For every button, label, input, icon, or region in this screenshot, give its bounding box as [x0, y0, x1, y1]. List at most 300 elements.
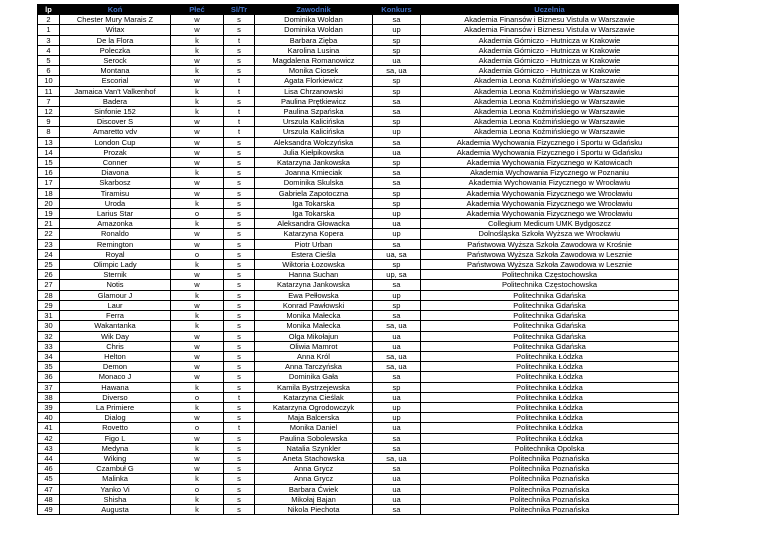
cell-konkurs[interactable]: ua [373, 423, 421, 433]
cell-uczelnia[interactable]: Akademia Leona Koźmińskiego w Warszawie [421, 86, 679, 96]
cell-konkurs[interactable]: sa [373, 443, 421, 453]
table-row[interactable] [38, 331, 679, 341]
cell-lp[interactable]: 9 [38, 117, 60, 127]
cell-uczelnia[interactable]: Akademia Górniczo - Hutnicza w Krakowie [421, 45, 679, 55]
cell-konkurs[interactable]: sa [373, 137, 421, 147]
cell-sltr[interactable]: s [224, 270, 255, 280]
cell-lp[interactable]: 1 [38, 25, 60, 35]
cell-plec[interactable]: w [171, 56, 224, 66]
cell-plec[interactable]: w [171, 341, 224, 351]
cell-kon[interactable]: Yanko Vi [60, 484, 171, 494]
cell-uczelnia[interactable]: Politechnika Łódzka [421, 351, 679, 361]
cell-zawodnik[interactable]: Julia Kiełpikowska [255, 147, 373, 157]
cell-plec[interactable]: w [171, 147, 224, 157]
cell-zawodnik[interactable]: Paulina Prętkiewicz [255, 96, 373, 106]
table-row[interactable] [38, 290, 679, 300]
cell-sltr[interactable]: s [224, 96, 255, 106]
cell-uczelnia[interactable]: Politechnika Gdańska [421, 321, 679, 331]
cell-sltr[interactable]: s [224, 188, 255, 198]
table-row[interactable] [38, 362, 679, 372]
cell-sltr[interactable]: s [224, 239, 255, 249]
table-row[interactable] [38, 402, 679, 412]
cell-uczelnia[interactable]: Politechnika Poznańska [421, 494, 679, 504]
cell-zawodnik[interactable]: Paulina Sobolewska [255, 433, 373, 443]
cell-zawodnik[interactable]: Olga Mikołajun [255, 331, 373, 341]
cell-plec[interactable]: o [171, 249, 224, 259]
cell-sltr[interactable]: s [224, 168, 255, 178]
cell-uczelnia[interactable]: Politechnika Poznańska [421, 504, 679, 514]
cell-plec[interactable]: k [171, 290, 224, 300]
cell-konkurs[interactable]: ua [373, 147, 421, 157]
cell-uczelnia[interactable]: Akademia Wychowania Fizycznego we Wrocławiu [421, 209, 679, 219]
cell-zawodnik[interactable]: Hanna Suchan [255, 270, 373, 280]
cell-uczelnia[interactable]: Politechnika Poznańska [421, 453, 679, 463]
cell-kon[interactable]: Augusta [60, 504, 171, 514]
table-row[interactable] [38, 76, 679, 86]
cell-zawodnik[interactable]: Estera Cieśla [255, 249, 373, 259]
cell-lp[interactable]: 16 [38, 168, 60, 178]
cell-lp[interactable]: 8 [38, 127, 60, 137]
cell-zawodnik[interactable]: Maja Balcerska [255, 413, 373, 423]
cell-konkurs[interactable]: sa, ua [373, 351, 421, 361]
cell-konkurs[interactable]: up [373, 209, 421, 219]
cell-lp[interactable]: 11 [38, 86, 60, 96]
cell-plec[interactable]: w [171, 464, 224, 474]
cell-lp[interactable]: 19 [38, 209, 60, 219]
cell-konkurs[interactable]: ua [373, 484, 421, 494]
cell-kon[interactable]: Diavona [60, 168, 171, 178]
cell-uczelnia[interactable]: Akademia Wychowania Fizycznego we Wrocławiu [421, 198, 679, 208]
cell-uczelnia[interactable]: Akademia Finansów i Biznesu Vistula w Warszawie [421, 15, 679, 25]
cell-zawodnik[interactable]: Joanna Kmieciak [255, 168, 373, 178]
cell-plec[interactable]: w [171, 239, 224, 249]
cell-plec[interactable]: w [171, 127, 224, 137]
cell-uczelnia[interactable]: Politechnika Gdańska [421, 341, 679, 351]
cell-zawodnik[interactable]: Gabriela Zapotoczna [255, 188, 373, 198]
cell-lp[interactable]: 25 [38, 260, 60, 270]
table-row[interactable] [38, 219, 679, 229]
cell-uczelnia[interactable]: Politechnika Opolska [421, 443, 679, 453]
cell-zawodnik[interactable]: Ewa Pełłowska [255, 290, 373, 300]
cell-uczelnia[interactable]: Politechnika Łódzka [421, 402, 679, 412]
cell-sltr[interactable]: t [224, 76, 255, 86]
cell-sltr[interactable]: s [224, 453, 255, 463]
cell-lp[interactable]: 32 [38, 331, 60, 341]
cell-sltr[interactable]: s [224, 331, 255, 341]
cell-zawodnik[interactable]: Aleksandra Wołczyńska [255, 137, 373, 147]
cell-kon[interactable]: Prozak [60, 147, 171, 157]
cell-zawodnik[interactable]: Mikołaj Bajan [255, 494, 373, 504]
cell-lp[interactable]: 14 [38, 147, 60, 157]
cell-sltr[interactable]: t [224, 392, 255, 402]
cell-plec[interactable]: w [171, 280, 224, 290]
table-row[interactable] [38, 127, 679, 137]
cell-plec[interactable]: k [171, 45, 224, 55]
table-row[interactable] [38, 260, 679, 270]
cell-kon[interactable]: Wakantanka [60, 321, 171, 331]
cell-uczelnia[interactable]: Politechnika Gdańska [421, 331, 679, 341]
cell-konkurs[interactable]: sa [373, 464, 421, 474]
table-row[interactable] [38, 158, 679, 168]
cell-kon[interactable]: Sinfonie 152 [60, 107, 171, 117]
cell-lp[interactable]: 35 [38, 362, 60, 372]
table-row[interactable] [38, 443, 679, 453]
cell-zawodnik[interactable]: Kamila Bystrzejewska [255, 382, 373, 392]
cell-lp[interactable]: 24 [38, 249, 60, 259]
cell-konkurs[interactable]: sa [373, 433, 421, 443]
cell-konkurs[interactable]: sa [373, 168, 421, 178]
cell-zawodnik[interactable]: Piotr Urban [255, 239, 373, 249]
cell-kon[interactable]: Demon [60, 362, 171, 372]
cell-uczelnia[interactable]: Akademia Górniczo - Hutnicza w Krakowie [421, 35, 679, 45]
table-row[interactable] [38, 484, 679, 494]
cell-konkurs[interactable]: sp [373, 260, 421, 270]
cell-uczelnia[interactable]: Państwowa Wyższa Szkoła Zawodowa w Lesznie [421, 249, 679, 259]
cell-plec[interactable]: w [171, 372, 224, 382]
cell-sltr[interactable]: s [224, 413, 255, 423]
cell-plec[interactable]: w [171, 331, 224, 341]
cell-kon[interactable]: Laur [60, 300, 171, 310]
cell-konkurs[interactable]: sp [373, 35, 421, 45]
cell-konkurs[interactable]: sp [373, 188, 421, 198]
cell-lp[interactable]: 38 [38, 392, 60, 402]
cell-uczelnia[interactable]: Państwowa Wyższa Szkoła Zawodowa w Lesznie [421, 260, 679, 270]
cell-uczelnia[interactable]: Politechnika Częstochowska [421, 270, 679, 280]
table-row[interactable] [38, 45, 679, 55]
cell-konkurs[interactable]: sa [373, 96, 421, 106]
cell-zawodnik[interactable]: Anna Grycz [255, 474, 373, 484]
cell-zawodnik[interactable]: Monika Małecka [255, 311, 373, 321]
cell-sltr[interactable]: t [224, 86, 255, 96]
cell-kon[interactable]: Discover S [60, 117, 171, 127]
cell-plec[interactable]: o [171, 392, 224, 402]
cell-uczelnia[interactable]: Politechnika Gdańska [421, 290, 679, 300]
cell-kon[interactable]: Czambuł G [60, 464, 171, 474]
cell-konkurs[interactable]: sp [373, 158, 421, 168]
table-row[interactable] [38, 413, 679, 423]
cell-lp[interactable]: 7 [38, 96, 60, 106]
cell-plec[interactable]: w [171, 76, 224, 86]
cell-lp[interactable]: 18 [38, 188, 60, 198]
cell-lp[interactable]: 15 [38, 158, 60, 168]
cell-plec[interactable]: k [171, 443, 224, 453]
cell-lp[interactable]: 23 [38, 239, 60, 249]
cell-kon[interactable]: Helton [60, 351, 171, 361]
cell-lp[interactable]: 13 [38, 137, 60, 147]
cell-zawodnik[interactable]: Natalia Szynkler [255, 443, 373, 453]
cell-sltr[interactable]: s [224, 198, 255, 208]
table-row[interactable] [38, 321, 679, 331]
cell-zawodnik[interactable]: Katarzyna Cieślak [255, 392, 373, 402]
cell-lp[interactable]: 33 [38, 341, 60, 351]
cell-konkurs[interactable]: sa [373, 239, 421, 249]
cell-kon[interactable]: Wik Day [60, 331, 171, 341]
cell-kon[interactable]: Jamaica Van't Valkenhof [60, 86, 171, 96]
cell-plec[interactable]: k [171, 96, 224, 106]
cell-sltr[interactable]: s [224, 260, 255, 270]
cell-zawodnik[interactable]: Anna Król [255, 351, 373, 361]
cell-uczelnia[interactable]: Politechnika Poznańska [421, 464, 679, 474]
cell-uczelnia[interactable]: Politechnika Gdańska [421, 311, 679, 321]
table-row[interactable] [38, 494, 679, 504]
cell-zawodnik[interactable]: Konrad Pawłowski [255, 300, 373, 310]
cell-zawodnik[interactable]: Paulina Szpańska [255, 107, 373, 117]
cell-konkurs[interactable]: ua [373, 474, 421, 484]
cell-uczelnia[interactable]: Politechnika Łódzka [421, 413, 679, 423]
cell-zawodnik[interactable]: Aleksandra Głowacka [255, 219, 373, 229]
cell-konkurs[interactable]: sp [373, 198, 421, 208]
cell-plec[interactable]: k [171, 311, 224, 321]
cell-uczelnia[interactable]: Akademia Górniczo - Hutnicza w Krakowie [421, 66, 679, 76]
table-row[interactable] [38, 249, 679, 259]
table-row[interactable] [38, 280, 679, 290]
cell-konkurs[interactable]: sa, ua [373, 321, 421, 331]
cell-zawodnik[interactable]: Agata Florkiewicz [255, 76, 373, 86]
cell-sltr[interactable]: s [224, 56, 255, 66]
cell-plec[interactable]: k [171, 402, 224, 412]
cell-konkurs[interactable]: sp [373, 300, 421, 310]
cell-uczelnia[interactable]: Politechnika Poznańska [421, 474, 679, 484]
cell-uczelnia[interactable]: Politechnika Łódzka [421, 372, 679, 382]
cell-uczelnia[interactable]: Politechnika Łódzka [421, 382, 679, 392]
cell-konkurs[interactable]: ua [373, 219, 421, 229]
cell-sltr[interactable]: s [224, 362, 255, 372]
cell-konkurs[interactable]: sa [373, 311, 421, 321]
table-row[interactable] [38, 56, 679, 66]
cell-plec[interactable]: k [171, 198, 224, 208]
table-row[interactable] [38, 178, 679, 188]
cell-sltr[interactable]: s [224, 484, 255, 494]
cell-plec[interactable]: k [171, 504, 224, 514]
cell-kon[interactable]: Dialog [60, 413, 171, 423]
cell-konkurs[interactable]: sp [373, 117, 421, 127]
cell-sltr[interactable]: s [224, 372, 255, 382]
cell-konkurs[interactable]: ua [373, 494, 421, 504]
cell-uczelnia[interactable]: Akademia Leona Koźmińskiego w Warszawie [421, 76, 679, 86]
cell-zawodnik[interactable]: Monika Daniel [255, 423, 373, 433]
cell-zawodnik[interactable]: Iga Tokarska [255, 198, 373, 208]
cell-konkurs[interactable]: sa, ua [373, 362, 421, 372]
cell-lp[interactable]: 34 [38, 351, 60, 361]
cell-konkurs[interactable]: sp [373, 86, 421, 96]
cell-plec[interactable]: k [171, 382, 224, 392]
cell-zawodnik[interactable]: Barbara Zięba [255, 35, 373, 45]
cell-konkurs[interactable]: sa [373, 107, 421, 117]
cell-zawodnik[interactable]: Dominika Woldan [255, 25, 373, 35]
table-row[interactable] [38, 351, 679, 361]
cell-zawodnik[interactable]: Iga Tokarska [255, 209, 373, 219]
cell-lp[interactable]: 26 [38, 270, 60, 280]
cell-plec[interactable]: w [171, 158, 224, 168]
header-plec[interactable]: Płeć [171, 5, 224, 15]
cell-kon[interactable]: Amazonka [60, 219, 171, 229]
cell-konkurs[interactable]: sp [373, 45, 421, 55]
cell-lp[interactable]: 5 [38, 56, 60, 66]
cell-uczelnia[interactable]: Politechnika Łódzka [421, 392, 679, 402]
cell-sltr[interactable]: s [224, 15, 255, 25]
cell-zawodnik[interactable]: Aneta Stachowska [255, 453, 373, 463]
cell-kon[interactable]: Olimpic Lady [60, 260, 171, 270]
cell-plec[interactable]: w [171, 15, 224, 25]
cell-kon[interactable]: Conner [60, 158, 171, 168]
cell-lp[interactable]: 20 [38, 198, 60, 208]
cell-kon[interactable]: Rovetto [60, 423, 171, 433]
cell-konkurs[interactable]: ua [373, 341, 421, 351]
cell-zawodnik[interactable]: Dominika Skulska [255, 178, 373, 188]
cell-sltr[interactable]: t [224, 107, 255, 117]
table-row[interactable] [38, 15, 679, 25]
cell-plec[interactable]: w [171, 413, 224, 423]
cell-plec[interactable]: w [171, 25, 224, 35]
header-kon[interactable]: Koń [60, 5, 171, 15]
cell-uczelnia[interactable]: Akademia Wychowania Fizycznego i Sportu w Gdańsku [421, 147, 679, 157]
cell-lp[interactable]: 46 [38, 464, 60, 474]
cell-sltr[interactable]: s [224, 382, 255, 392]
cell-sltr[interactable]: s [224, 321, 255, 331]
cell-uczelnia[interactable]: Dolnośląska Szkoła Wyższa we Wrocławiu [421, 229, 679, 239]
cell-kon[interactable]: Diverso [60, 392, 171, 402]
table-row[interactable] [38, 168, 679, 178]
table-row[interactable] [38, 311, 679, 321]
table-row[interactable] [38, 35, 679, 45]
cell-sltr[interactable]: s [224, 229, 255, 239]
cell-kon[interactable]: Skarbosz [60, 178, 171, 188]
cell-lp[interactable]: 30 [38, 321, 60, 331]
cell-uczelnia[interactable]: Akademia Wychowania Fizycznego w Wrocławiu [421, 178, 679, 188]
cell-lp[interactable]: 6 [38, 66, 60, 76]
cell-kon[interactable]: Badera [60, 96, 171, 106]
table-row[interactable] [38, 433, 679, 443]
cell-kon[interactable]: Shisha [60, 494, 171, 504]
cell-kon[interactable]: London Cup [60, 137, 171, 147]
cell-konkurs[interactable]: ua, sa [373, 249, 421, 259]
cell-sltr[interactable]: s [224, 290, 255, 300]
cell-uczelnia[interactable]: Akademia Leona Koźmińskiego w Warszawie [421, 96, 679, 106]
cell-plec[interactable]: w [171, 178, 224, 188]
cell-uczelnia[interactable]: Akademia Leona Koźmińskiego w Warszawie [421, 117, 679, 127]
cell-zawodnik[interactable]: Monika Małecka [255, 321, 373, 331]
cell-zawodnik[interactable]: Katarzyna Ogrodowczyk [255, 402, 373, 412]
cell-plec[interactable]: k [171, 474, 224, 484]
cell-uczelnia[interactable]: Akademia Wychowania Fizycznego i Sportu w Gdańsku [421, 137, 679, 147]
cell-sltr[interactable]: s [224, 351, 255, 361]
cell-konkurs[interactable]: sa, ua [373, 453, 421, 463]
cell-uczelnia[interactable]: Akademia Wychowania Fizycznego we Wrocławiu [421, 188, 679, 198]
cell-plec[interactable]: k [171, 260, 224, 270]
cell-sltr[interactable]: t [224, 35, 255, 45]
cell-kon[interactable]: Malinka [60, 474, 171, 484]
cell-lp[interactable]: 28 [38, 290, 60, 300]
cell-plec[interactable]: w [171, 351, 224, 361]
cell-zawodnik[interactable]: Urszula Kalicińska [255, 117, 373, 127]
cell-uczelnia[interactable]: Akademia Górniczo - Hutnicza w Krakowie [421, 56, 679, 66]
cell-kon[interactable]: Larius Star [60, 209, 171, 219]
cell-kon[interactable]: Remington [60, 239, 171, 249]
cell-sltr[interactable]: s [224, 402, 255, 412]
cell-sltr[interactable]: s [224, 341, 255, 351]
cell-sltr[interactable]: s [224, 474, 255, 484]
table-row[interactable] [38, 25, 679, 35]
cell-zawodnik[interactable]: Karolina Lusina [255, 45, 373, 55]
cell-konkurs[interactable]: up [373, 290, 421, 300]
cell-konkurs[interactable]: sa, ua [373, 66, 421, 76]
cell-lp[interactable]: 21 [38, 219, 60, 229]
cell-kon[interactable]: Notis [60, 280, 171, 290]
table-row[interactable] [38, 66, 679, 76]
cell-kon[interactable]: Wiking [60, 453, 171, 463]
cell-kon[interactable]: Ronaldo [60, 229, 171, 239]
cell-plec[interactable]: k [171, 168, 224, 178]
cell-konkurs[interactable]: ua [373, 56, 421, 66]
cell-sltr[interactable]: s [224, 219, 255, 229]
cell-sltr[interactable]: s [224, 66, 255, 76]
cell-plec[interactable]: w [171, 300, 224, 310]
cell-konkurs[interactable]: sa [373, 15, 421, 25]
cell-konkurs[interactable]: sa [373, 178, 421, 188]
cell-plec[interactable]: w [171, 137, 224, 147]
cell-lp[interactable]: 22 [38, 229, 60, 239]
cell-zawodnik[interactable]: Oliwia Mamrot [255, 341, 373, 351]
cell-konkurs[interactable]: sp [373, 382, 421, 392]
cell-uczelnia[interactable]: Collegium Medicum UMK Bydgoszcz [421, 219, 679, 229]
cell-plec[interactable]: o [171, 484, 224, 494]
table-row[interactable] [38, 464, 679, 474]
table-row[interactable] [38, 453, 679, 463]
table-row[interactable] [38, 86, 679, 96]
cell-uczelnia[interactable]: Akademia Leona Koźmińskiego w Warszawie [421, 127, 679, 137]
cell-zawodnik[interactable]: Katarzyna Kopera [255, 229, 373, 239]
table-row[interactable] [38, 229, 679, 239]
cell-kon[interactable]: Tiramisu [60, 188, 171, 198]
table-row[interactable] [38, 147, 679, 157]
cell-kon[interactable]: Royal [60, 249, 171, 259]
table-row[interactable] [38, 392, 679, 402]
table-row[interactable] [38, 137, 679, 147]
cell-plec[interactable]: w [171, 270, 224, 280]
cell-lp[interactable]: 37 [38, 382, 60, 392]
cell-konkurs[interactable]: sp [373, 76, 421, 86]
cell-sltr[interactable]: s [224, 433, 255, 443]
cell-sltr[interactable]: s [224, 25, 255, 35]
cell-kon[interactable]: Hawana [60, 382, 171, 392]
cell-lp[interactable]: 27 [38, 280, 60, 290]
cell-uczelnia[interactable]: Politechnika Gdańska [421, 300, 679, 310]
cell-kon[interactable]: La Primiere [60, 402, 171, 412]
cell-uczelnia[interactable]: Politechnika Łódzka [421, 362, 679, 372]
cell-sltr[interactable]: s [224, 45, 255, 55]
cell-plec[interactable]: w [171, 453, 224, 463]
cell-sltr[interactable]: s [224, 494, 255, 504]
table-row[interactable] [38, 96, 679, 106]
cell-uczelnia[interactable]: Politechnika Poznańska [421, 484, 679, 494]
table-row[interactable] [38, 474, 679, 484]
cell-lp[interactable]: 47 [38, 484, 60, 494]
cell-uczelnia[interactable]: Politechnika Łódzka [421, 433, 679, 443]
cell-zawodnik[interactable]: Nikola Piechota [255, 504, 373, 514]
table-row[interactable] [38, 209, 679, 219]
cell-lp[interactable]: 45 [38, 474, 60, 484]
header-konkurs[interactable]: Konkurs [373, 5, 421, 15]
cell-lp[interactable]: 40 [38, 413, 60, 423]
table-row[interactable] [38, 117, 679, 127]
cell-kon[interactable]: De la Flora [60, 35, 171, 45]
cell-zawodnik[interactable]: Dominika Gała [255, 372, 373, 382]
cell-lp[interactable]: 31 [38, 311, 60, 321]
cell-kon[interactable]: Serock [60, 56, 171, 66]
cell-sltr[interactable]: s [224, 311, 255, 321]
cell-konkurs[interactable]: up [373, 127, 421, 137]
cell-konkurs[interactable]: ua [373, 392, 421, 402]
